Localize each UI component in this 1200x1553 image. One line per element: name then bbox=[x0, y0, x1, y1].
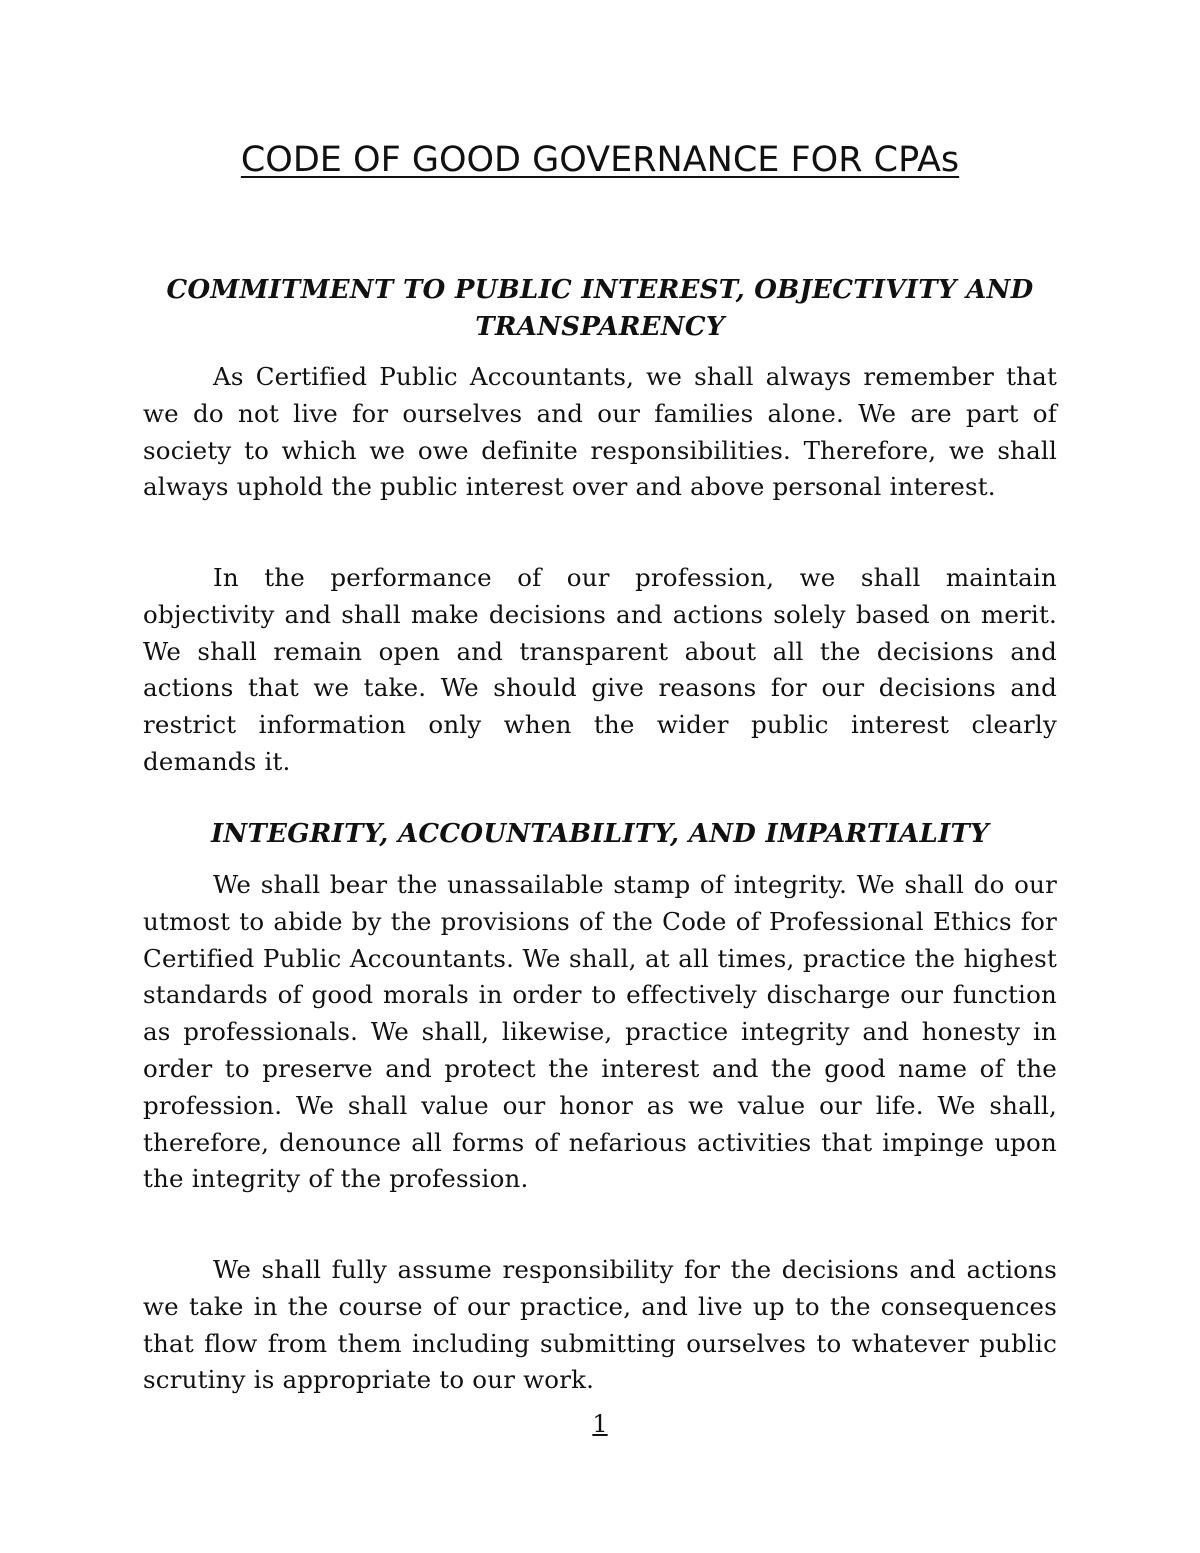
document-title: CODE OF GOOD GOVERNANCE FOR CPAs bbox=[240, 140, 960, 180]
section-heading-integrity: INTEGRITY, ACCOUNTABILITY, AND IMPARTIALITY bbox=[210, 819, 990, 849]
section-heading-public-interest: COMMITMENT TO PUBLIC INTEREST, OBJECTIVITY AND TRANSPARENCY bbox=[166, 275, 1034, 342]
paragraph-public-interest-1: As Certified Public Accountants, we shall always remember that we do not live for ourselves and our families alone. We are part of society to which we owe definite responsibilities. Therefore, we shall always uphold the public interest over and above personal interest. bbox=[143, 362, 1057, 502]
paragraph-public-interest-2: In the performance of our profession, we shall maintain objectivity and shall make decisions and actions solely based on merit. We shall remain open and transparent about all the decisions and actions that we take. We should give reasons for our decisions and restrict information only when the wider public interest clearly demands it. bbox=[143, 563, 1057, 776]
paragraph-integrity-2: We shall fully assume responsibility for the decisions and actions we take in the course of our practice, and live up to the consequences that flow from them including submitting ourselves to whatever public scrutiny is appropriate to our work. bbox=[143, 1255, 1057, 1395]
paragraph-integrity-1: We shall bear the unassailable stamp of integrity. We shall do our utmost to abide by the provisions of the Code of Professional Ethics for Certified Public Accountants. We shall, at all times, practice the highest standards of good morals in order to effectively discharge our function as professionals. We shall, likewise, practice integrity and honesty in order to preserve and protect the interest and the good name of the profession. We shall value our honor as we value our life. We shall, therefore, denounce all forms of nefarious activities that impinge upon the integrity of the profession. bbox=[143, 870, 1057, 1194]
page-number: 1 bbox=[592, 1410, 608, 1438]
